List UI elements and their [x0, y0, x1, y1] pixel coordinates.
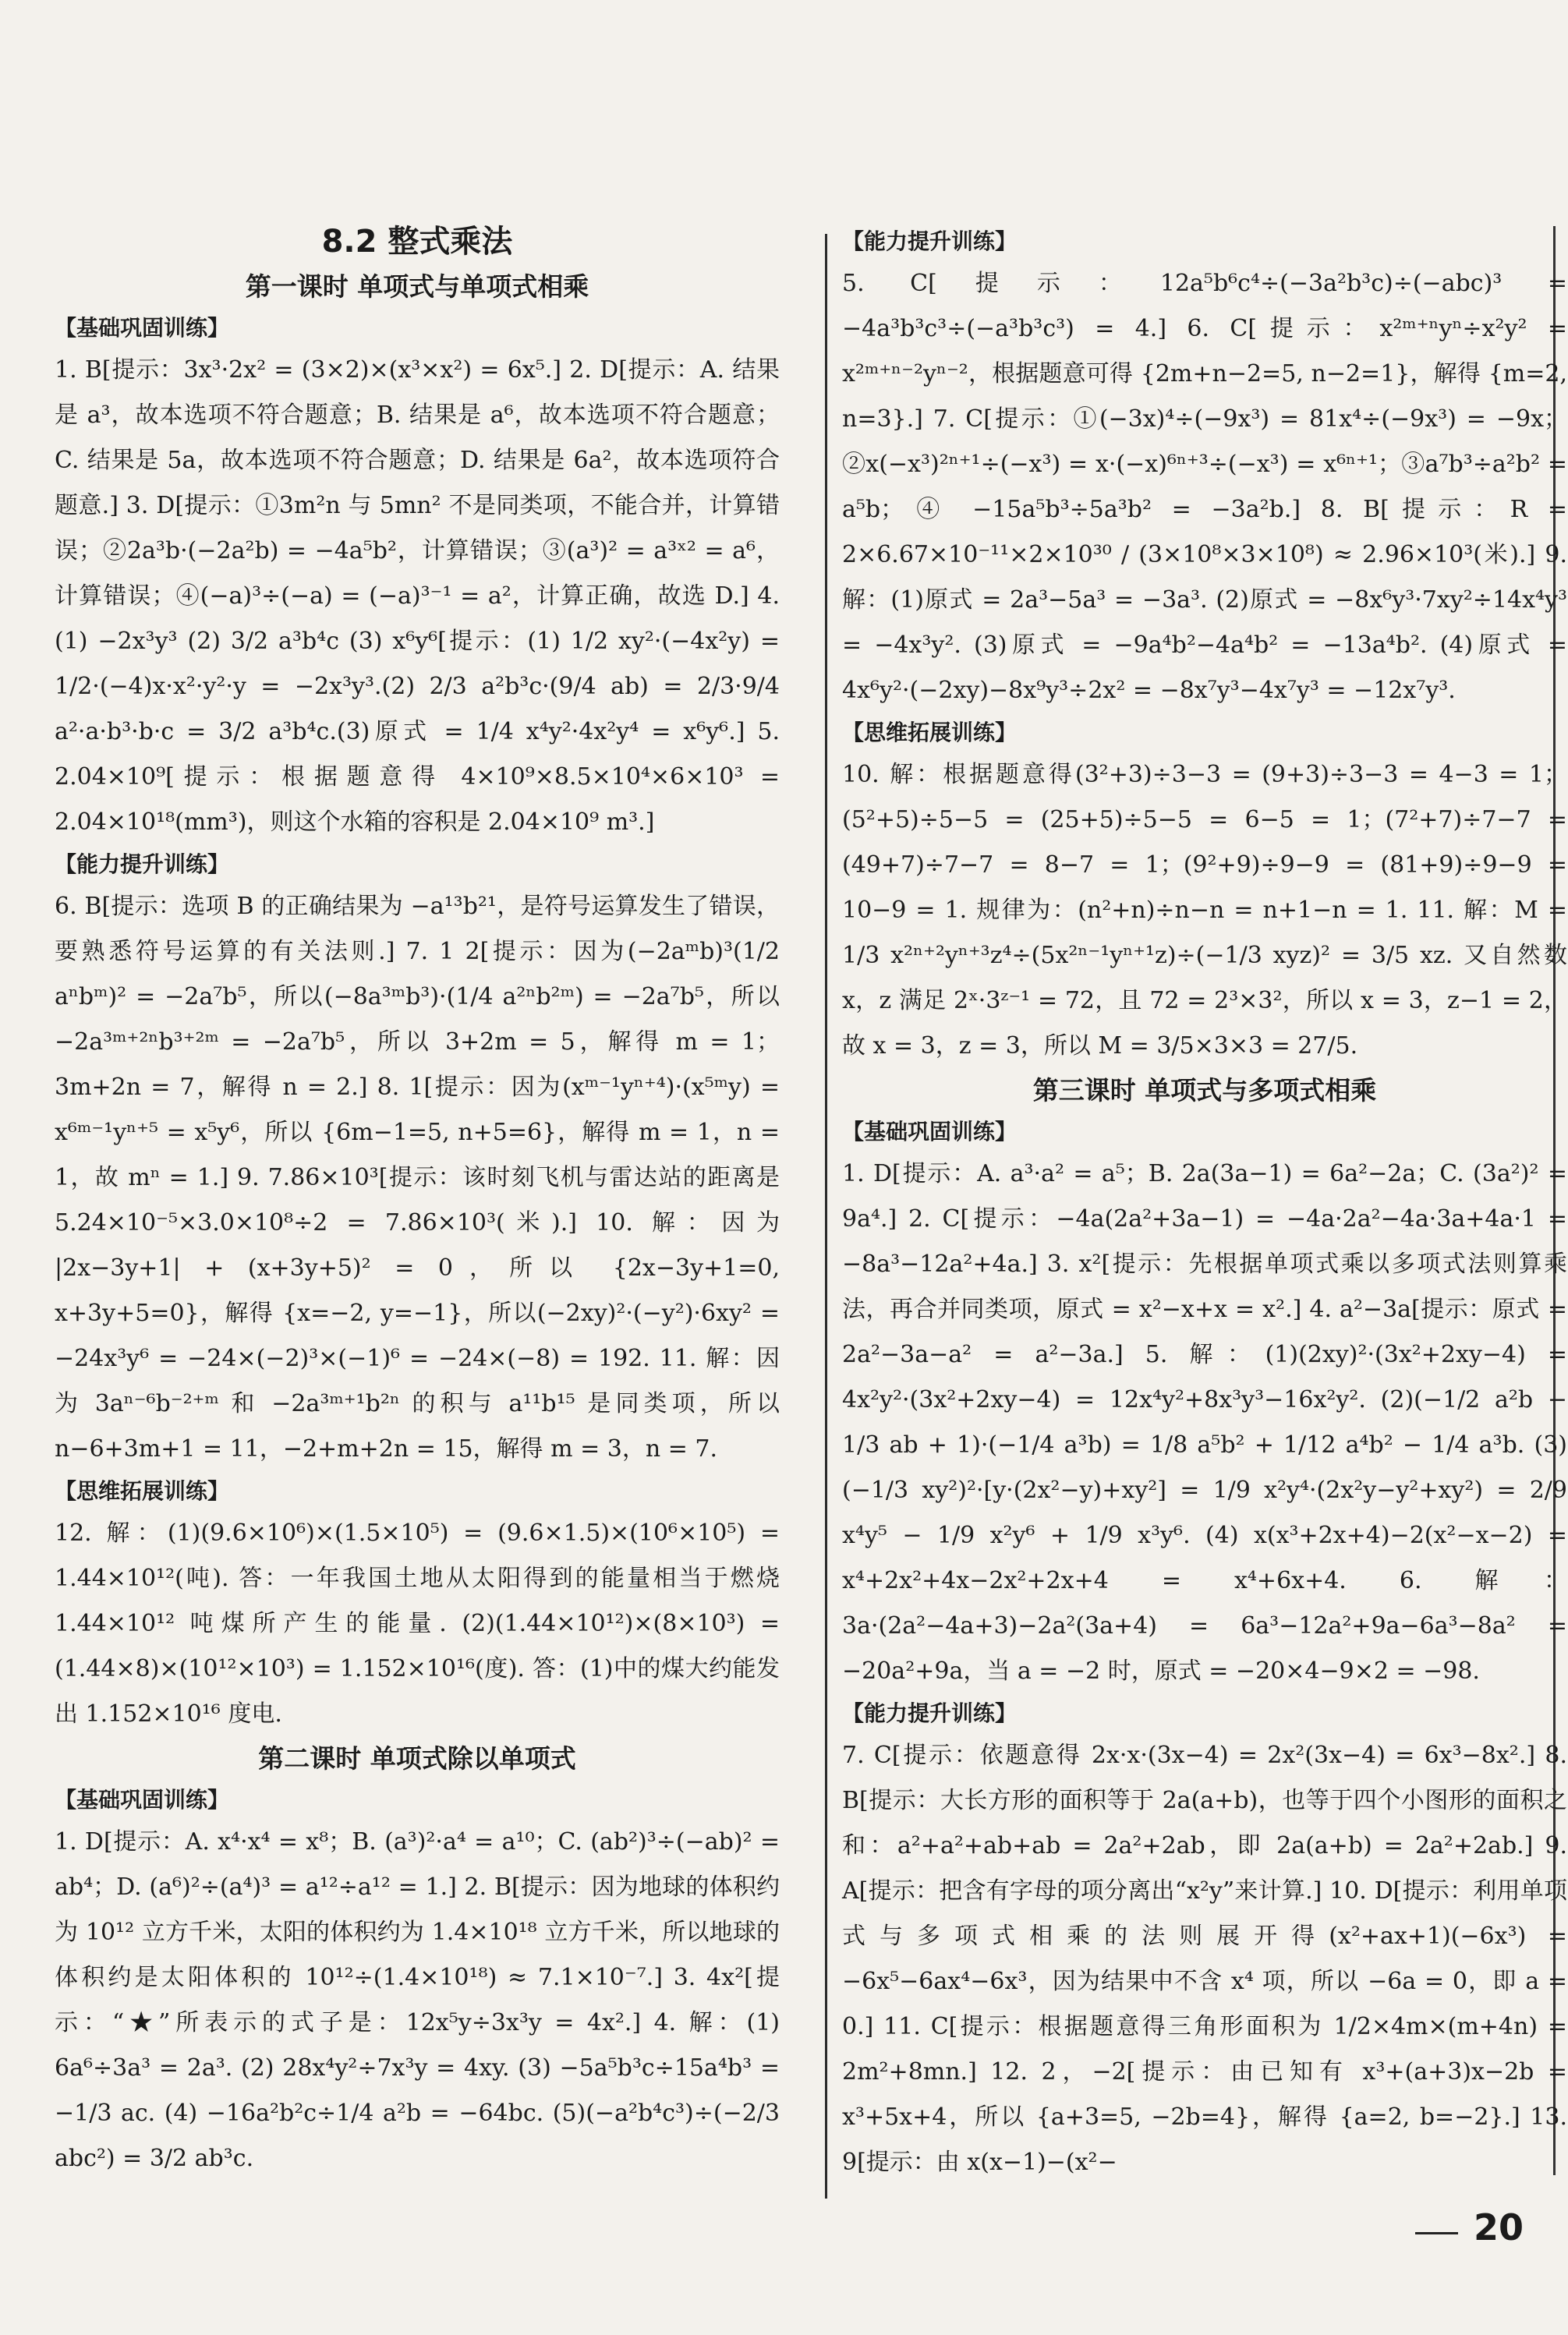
section-label: 【思维拓展训练】: [842, 720, 1018, 745]
page-number: 20: [1474, 2206, 1524, 2248]
answer-text: 1. B[提示：3x³·2x² = (3×2)×(x³×x²) = 6x⁵.] 2. D[提示：A. 结果是 a³，故本选项不符合题意；B. 结果是 a⁶，故本选项不符合题意；C. 结果是 5a，故本选项不符合题意；D. 结果是 6a²，故本选项符合题意.] 3. D[提示：①3m²n 与 5mn² 不是同类项，不能合并，计算错误；②2a³b·(−2a²b) = −4a⁵b²，计算错误；③(a³)² = a³ˣ² = a⁶，计算错误；④(−a)³÷(−a) = (−a)³⁻¹ = a²，计算正确，故选 D.] 4. (1) −2x³y³ (2) 3/2 a³b⁴c (3) x⁶y⁶[提示：(1) 1/2 xy²·(−4x²y) = 1/2·(−4)x·x²·y²·y = −2x³y³.(2) 2/3 a²b³c·(9/4 ab) = 2/3·9/4 a²·a·b³·b·c = 3/2 a³b⁴c.(3)原式 = 1/4 x⁴y²·4x²y⁴ = x⁶y⁶.] 5. 2.04×10⁹[提示：根据题意得 4×10⁹×8.5×10⁴×6×10³ = 2.04×10¹⁸(mm³)，则这个水箱的容积是 2.04×10⁹ m³.]: [55, 356, 780, 836]
right-column: [842, 222, 1567, 2185]
answer-text: 6. B[提示：选项 B 的正确结果为 −a¹³b²¹，是符号运算发生了错误，要熟悉符号运算的有关法则.] 7. 1 2[提示：因为(−2aᵐb)³(1/2 aⁿbᵐ)² = −2a⁷b⁵，所以(−8a³ᵐb³)·(1/4 a²ⁿb²ᵐ) = −2a⁷b⁵，所以 −2a³ᵐ⁺²ⁿb³⁺²ᵐ = −2a⁷b⁵，所以 3+2m = 5，解得 m = 1；3m+2n = 7，解得 n = 2.] 8. 1[提示：因为(xᵐ⁻¹yⁿ⁺⁴)·(x⁵ᵐy) = x⁶ᵐ⁻¹yⁿ⁺⁵ = x⁵y⁶，所以 {6m−1=5, n+5=6}，解得 m = 1，n = 1，故 mⁿ = 1.] 9. 7.86×10³[提示：该时刻飞机与雷达站的距离是 5.24×10⁻⁵×3.0×10⁸÷2 = 7.86×10³(米).] 10. 解：因为 |2x−3y+1| + (x+3y+5)² = 0，所以 {2x−3y+1=0, x+3y+5=0}，解得 {x=−2, y=−1}，所以(−2xy)²·(−y²)·6xy² = −24x³y⁶ = −24×(−2)³×(−1)⁶ = −24×(−8) = 192. 11. 解：因为 3aⁿ⁻⁶b⁻²⁺ᵐ 和 −2a³ᵐ⁺¹b²ⁿ 的积与 a¹¹b¹⁵ 是同类项，所以 n−6+3m+1 = 11，−2+m+2n = 15，解得 m = 3，n = 7.: [55, 893, 780, 1463]
lesson-2-title: 第二课时 单项式除以单项式: [258, 1743, 576, 1774]
section-label: 【基础巩固训练】: [55, 315, 230, 341]
footer-rule: [1415, 2232, 1458, 2234]
section-label: 【能力提升训练】: [55, 851, 230, 877]
column-divider: [825, 234, 827, 2199]
left-column: [55, 218, 780, 2181]
answer-text: 12. 解：(1)(9.6×10⁶)×(1.5×10⁵) = (9.6×1.5)×(10⁶×10⁵) = 1.44×10¹²(吨). 答：一年我国土地从太阳得到的能量相当于燃烧 1.44×10¹² 吨煤所产生的能量. (2)(1.44×10¹²)×(8×10³) = (1.44×8)×(10¹²×10³) = 1.152×10¹⁶(度). 答：(1)中的煤大约能发出 1.152×10¹⁶ 度电.: [55, 1520, 780, 1728]
answer-text: 1. D[提示：A. a³·a² = a⁵；B. 2a(3a−1) = 6a²−2a；C. (3a²)² = 9a⁴.] 2. C[提示：−4a(2a²+3a−1) = −4a·2a²−4a·3a+4a·1 = −8a³−12a²+4a.] 3. x²[提示：先根据单项式乘以多项式法则算乘法，再合并同类项，原式 = x²−x+x = x².] 4. a²−3a[提示：原式 = 2a²−3a−a² = a²−3a.] 5. 解：(1)(2xy)²·(3x²+2xy−4) = 4x²y²·(3x²+2xy−4) = 12x⁴y²+8x³y³−16x²y². (2)(−1/2 a²b − 1/3 ab + 1)·(−1/4 a³b) = 1/8 a⁵b² + 1/12 a⁴b² − 1/4 a³b. (3)(−1/3 xy²)²·[y·(2x²−y)+xy²] = 1/9 x²y⁴·(2x²y−y²+xy²) = 2/9 x⁴y⁵ − 1/9 x²y⁶ + 1/9 x³y⁶. (4) x(x³+2x+4)−2(x²−x−2) = x⁴+2x²+4x−2x²+2x+4 = x⁴+6x+4. 6. 解：3a·(2a²−4a+3)−2a²(3a+4) = 6a³−12a²+9a−6a³−8a² = −20a²+9a，当 a = −2 时，原式 = −20×4−9×2 = −98.: [842, 1160, 1567, 1685]
section-title: 8.2 整式乘法: [321, 224, 513, 260]
answer-text: 10. 解：根据题意得(3²+3)÷3−3 = (9+3)÷3−3 = 4−3 = 1；(5²+5)÷5−5 = (25+5)÷5−5 = 6−5 = 1；(7²+7)÷7−7 = (49+7)÷7−7 = 8−7 = 1；(9²+9)÷9−9 = (81+9)÷9−9 = 10−9 = 1. 规律为：(n²+n)÷n−n = n+1−n = 1. 11. 解：M = 1/3 x²ⁿ⁺²yⁿ⁺³z⁴÷(5x²ⁿ⁻¹yⁿ⁺¹z)÷(−1/3 xyz)² = 3/5 xz. 又自然数 x，z 满足 2ˣ·3ᶻ⁻¹ = 72，且 72 = 2³×3²，所以 x = 3，z−1 = 2，故 x = 3，z = 3，所以 M = 3/5×3×3 = 27/5.: [842, 761, 1567, 1060]
lesson-1-title: 第一课时 单项式与单项式相乘: [245, 271, 589, 302]
section-label: 【基础巩固训练】: [55, 1787, 230, 1813]
section-label: 【基础巩固训练】: [842, 1119, 1018, 1145]
section-label: 【能力提升训练】: [842, 1700, 1018, 1726]
lesson-3-title: 第三课时 单项式与多项式相乘: [1032, 1075, 1377, 1106]
section-label: 【思维拓展训练】: [55, 1478, 230, 1504]
answer-text: 1. D[提示：A. x⁴·x⁴ = x⁸；B. (a³)²·a⁴ = a¹⁰；C. (ab²)³÷(−ab)² = ab⁴；D. (a⁶)²÷(a⁴)³ = a¹²÷a¹² = 1.] 2. B[提示：因为地球的体积约为 10¹² 立方千米，太阳的体积约为 1.4×10¹⁸ 立方千米，所以地球的体积约是太阳体积的 10¹²÷(1.4×10¹⁸) ≈ 7.1×10⁻⁷.] 3. 4x²[提示：“★”所表示的式子是：12x⁵y÷3x³y = 4x².] 4. 解：(1) 6a⁶÷3a³ = 2a³. (2) 28x⁴y²÷7x³y = 4xy. (3) −5a⁵b³c÷15a⁴b³ = −1/3 ac. (4) −16a²b²c÷1/4 a²b = −64bc. (5)(−a²b⁴c³)÷(−2/3 abc²) = 3/2 ab³c.: [55, 1828, 780, 2172]
section-label: 【能力提升训练】: [842, 228, 1018, 254]
answer-text: 5. C[提示：12a⁵b⁶c⁴÷(−3a²b³c)÷(−abc)³ = −4a³b³c³÷(−a³b³c³) = 4.] 6. C[提示：x²ᵐ⁺ⁿyⁿ÷x²y² = x²ᵐ⁺ⁿ⁻²yⁿ⁻²，根据题意可得 {2m+n−2=5, n−2=1}，解得 {m=2, n=3}.] 7. C[提示：①(−3x)⁴÷(−9x³) = 81x⁴÷(−9x³) = −9x；②x(−x³)²ⁿ⁺¹÷(−x³) = x·(−x)⁶ⁿ⁺³÷(−x³) = x⁶ⁿ⁺¹；③a⁷b³÷a²b² = a⁵b；④ −15a⁵b³÷5a³b² = −3a²b.] 8. B[提示：R = 2×6.67×10⁻¹¹×2×10³⁰ / (3×10⁸×3×10⁸) ≈ 2.96×10³(米).] 9. 解：(1)原式 = 2a³−5a³ = −3a³. (2)原式 = −8x⁶y³·7xy²÷14x⁴y³ = −4x³y². (3)原式 = −9a⁴b²−4a⁴b² = −13a⁴b². (4)原式 = 4x⁶y²·(−2xy)−8x⁹y³÷2x² = −8x⁷y³−4x⁷y³ = −12x⁷y³.: [842, 270, 1567, 704]
answer-text: 7. C[提示：依题意得 2x·x·(3x−4) = 2x²(3x−4) = 6x³−8x².] 8. B[提示：大长方形的面积等于 2a(a+b)，也等于四个小图形的面积之和：a²+a²+ab+ab = 2a²+2ab，即 2a(a+b) = 2a²+2ab.] 9. A[提示：把含有字母的项分离出“x²y”来计算.] 10. D[提示：利用单项式与多项式相乘的法则展开得(x²+ax+1)(−6x³) = −6x⁵−6ax⁴−6x³，因为结果中不含 x⁴ 项，所以 −6a = 0，即 a = 0.] 11. C[提示：根据题意得三角形面积为 1/2×4m×(m+4n) = 2m²+8mn.] 12. 2，−2[提示：由已知有 x³+(a+3)x−2b = x³+5x+4，所以 {a+3=5, −2b=4}，解得 {a=2, b=−2}.] 13. 9[提示：由 x(x−1)−(x²−: [842, 1742, 1567, 2176]
